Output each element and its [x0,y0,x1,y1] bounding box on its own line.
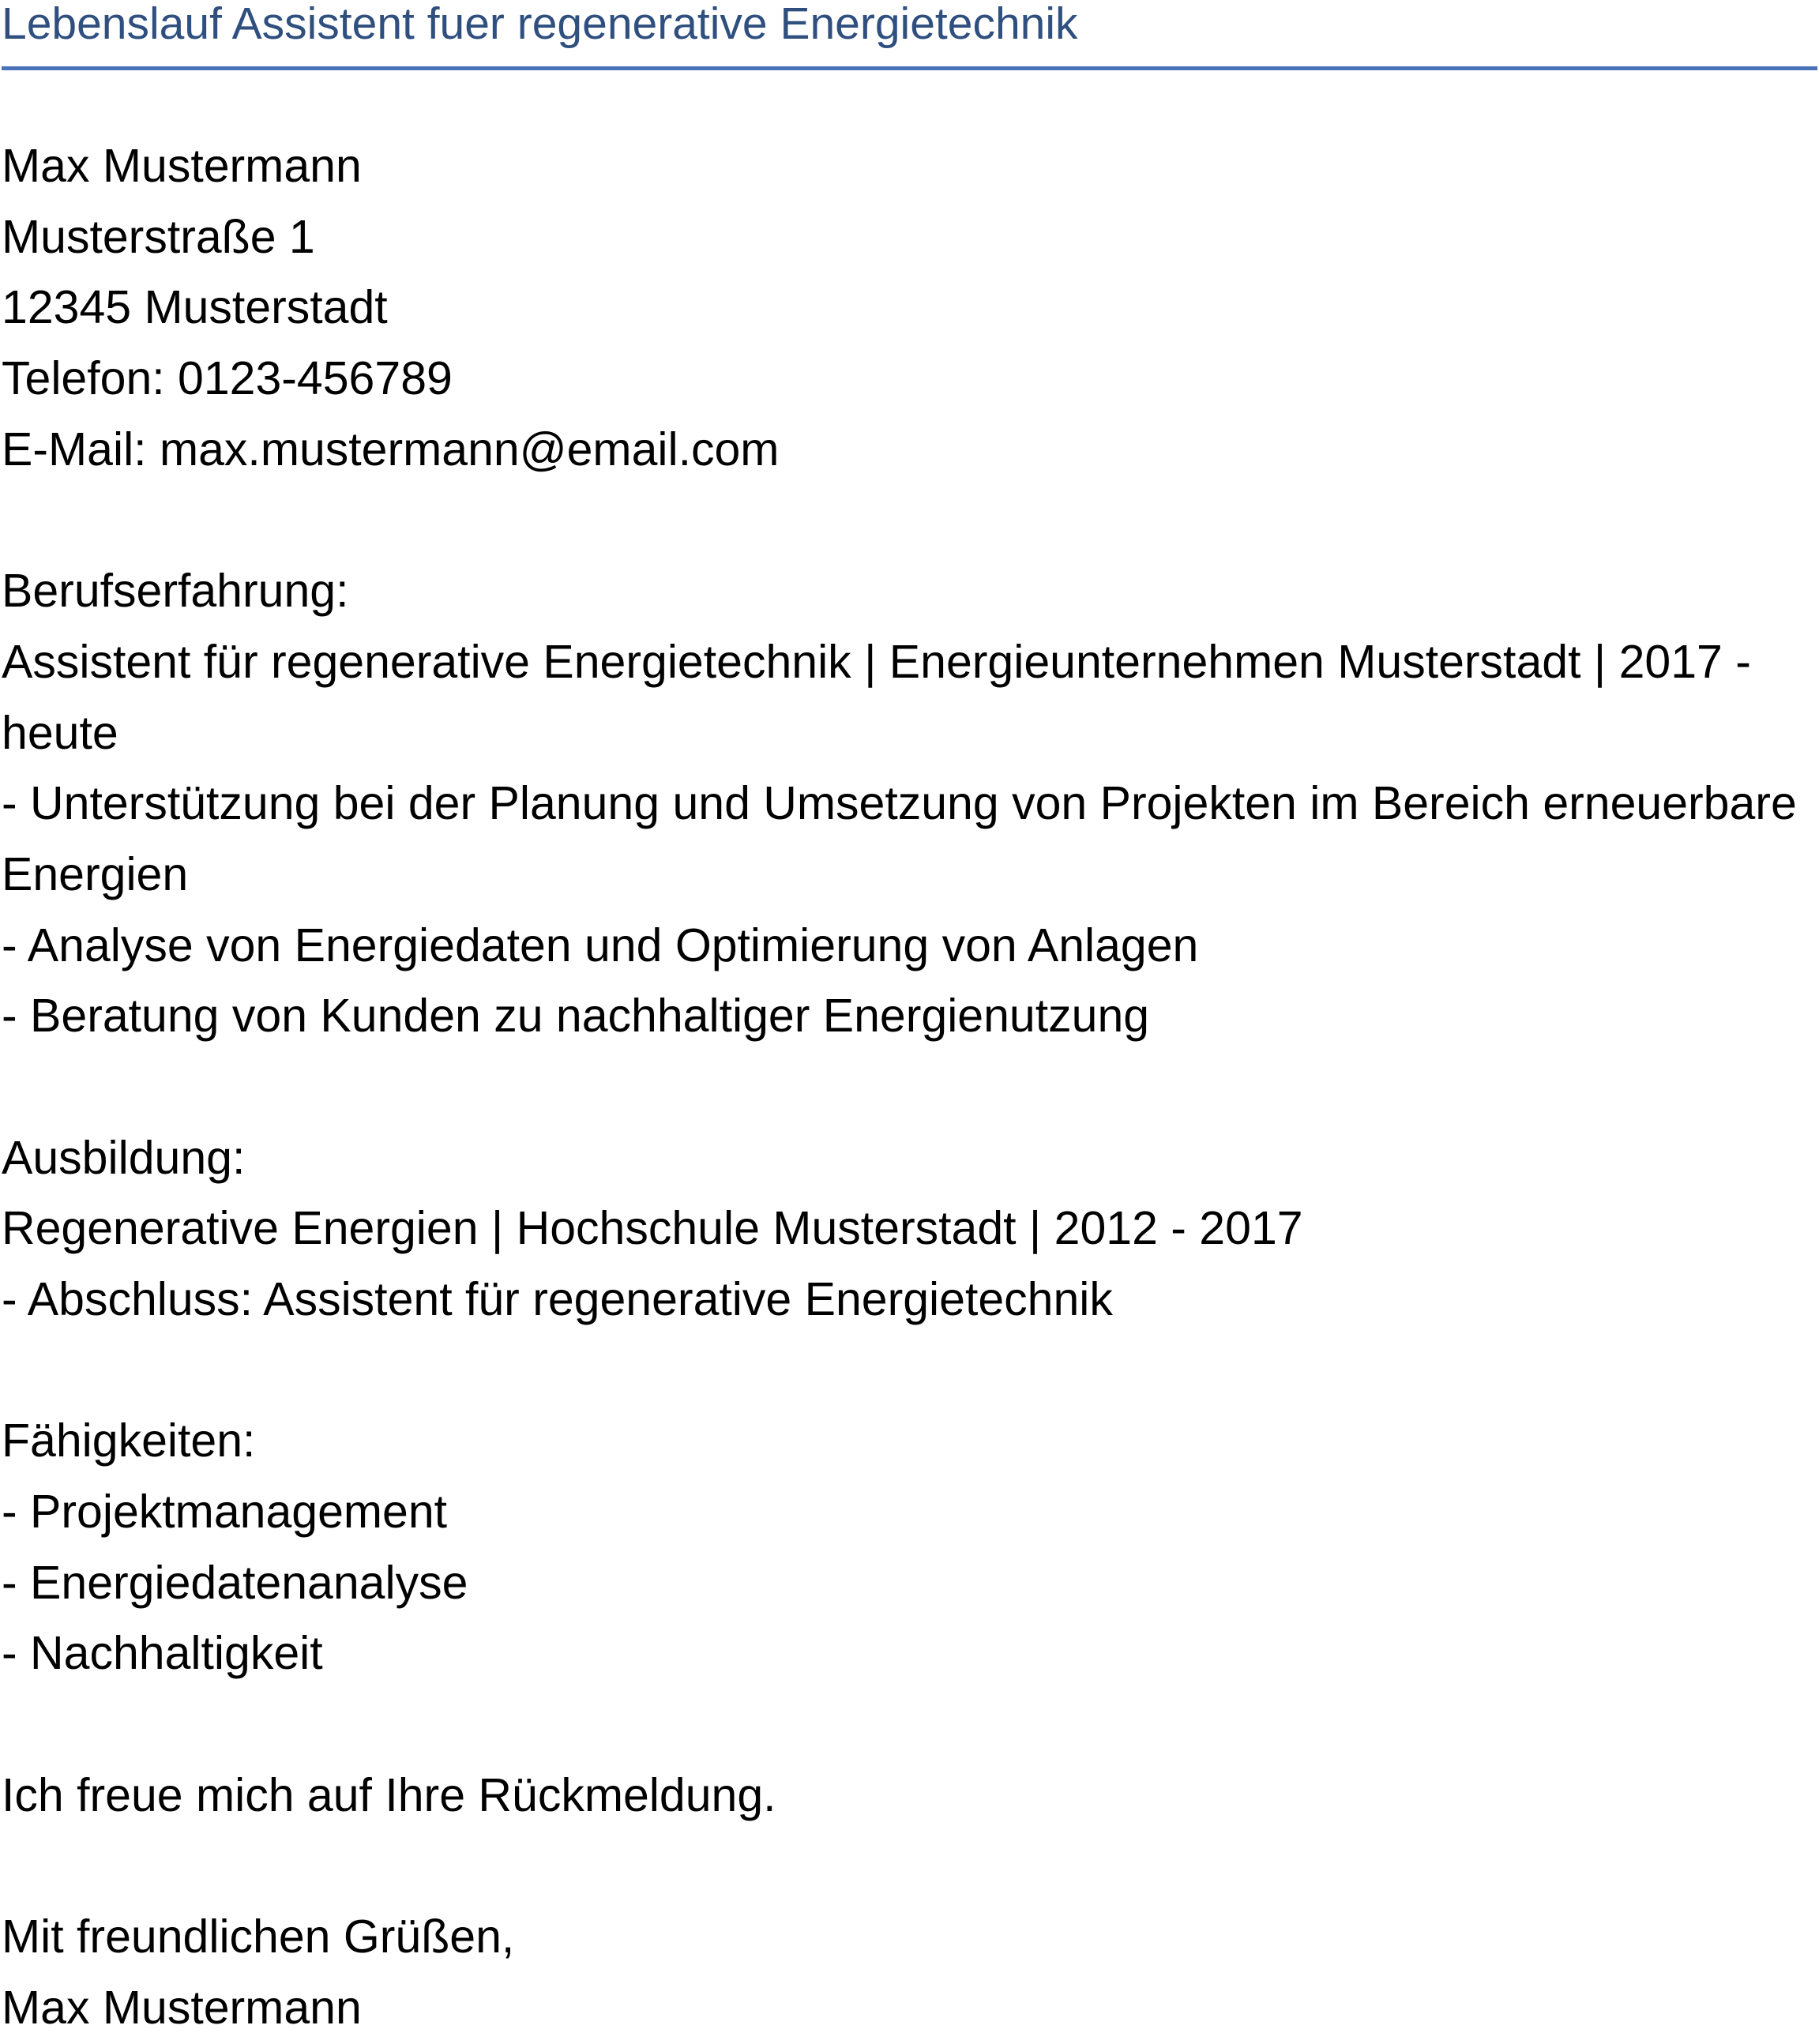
skill-item: - Projektmanagement [2,1486,448,1539]
closing-greeting: Mit freundlichen Grüßen, [2,1911,515,1963]
document-body [2,131,1810,2044]
spacer [2,1052,1810,1123]
experience-heading: Berufserfahrung: [2,565,349,618]
contact-street: Musterstraße 1 [2,210,315,263]
document-title: Lebenslauf Assistent fuer regenerative Energietechnik [2,0,1078,49]
education-detail: - Abschluss: Assistent für regenerative Energietechnik [2,1273,1113,1325]
experience-position: Assistent für regenerative Energietechnik | Energieunternehmen Musterstadt | 2017 - [2,635,1751,688]
experience-bullet: - Beratung von Kunden zu nachhaltiger Energienutzung [2,990,1150,1043]
experience-bullet: - Analyse von Energiedaten und Optimierung von Anlagen [2,919,1199,971]
skill-item: - Nachhaltigkeit [2,1627,323,1680]
contact-name: Max Mustermann [2,140,362,192]
skills-heading: Fähigkeiten: [2,1415,256,1467]
spacer [2,1336,1810,1407]
spacer [2,485,1810,556]
skill-item: - Energiedatenanalyse [2,1556,468,1609]
signature-name: Max Mustermann [2,1981,362,2034]
closing-statement: Ich freue mich auf Ihre Rückmeldung. [2,1768,776,1821]
contact-phone: Telefon: 0123-456789 [2,352,453,405]
experience-bullet-continued: Energien [2,847,189,900]
experience-bullet: - Unterstützung bei der Planung und Umsetzung von Projekten im Bereich erneuerbare [2,777,1797,830]
experience-position-continued: heute [2,706,118,759]
spacer [2,1689,1810,1760]
contact-city: 12345 Musterstadt [2,281,388,334]
contact-email: E-Mail: max.mustermann@email.com [2,423,780,475]
spacer [2,1832,1810,1903]
education-heading: Ausbildung: [2,1131,246,1184]
title-underline [2,66,1817,70]
education-entry: Regenerative Energien | Hochschule Musterstadt | 2012 - 2017 [2,1202,1303,1255]
